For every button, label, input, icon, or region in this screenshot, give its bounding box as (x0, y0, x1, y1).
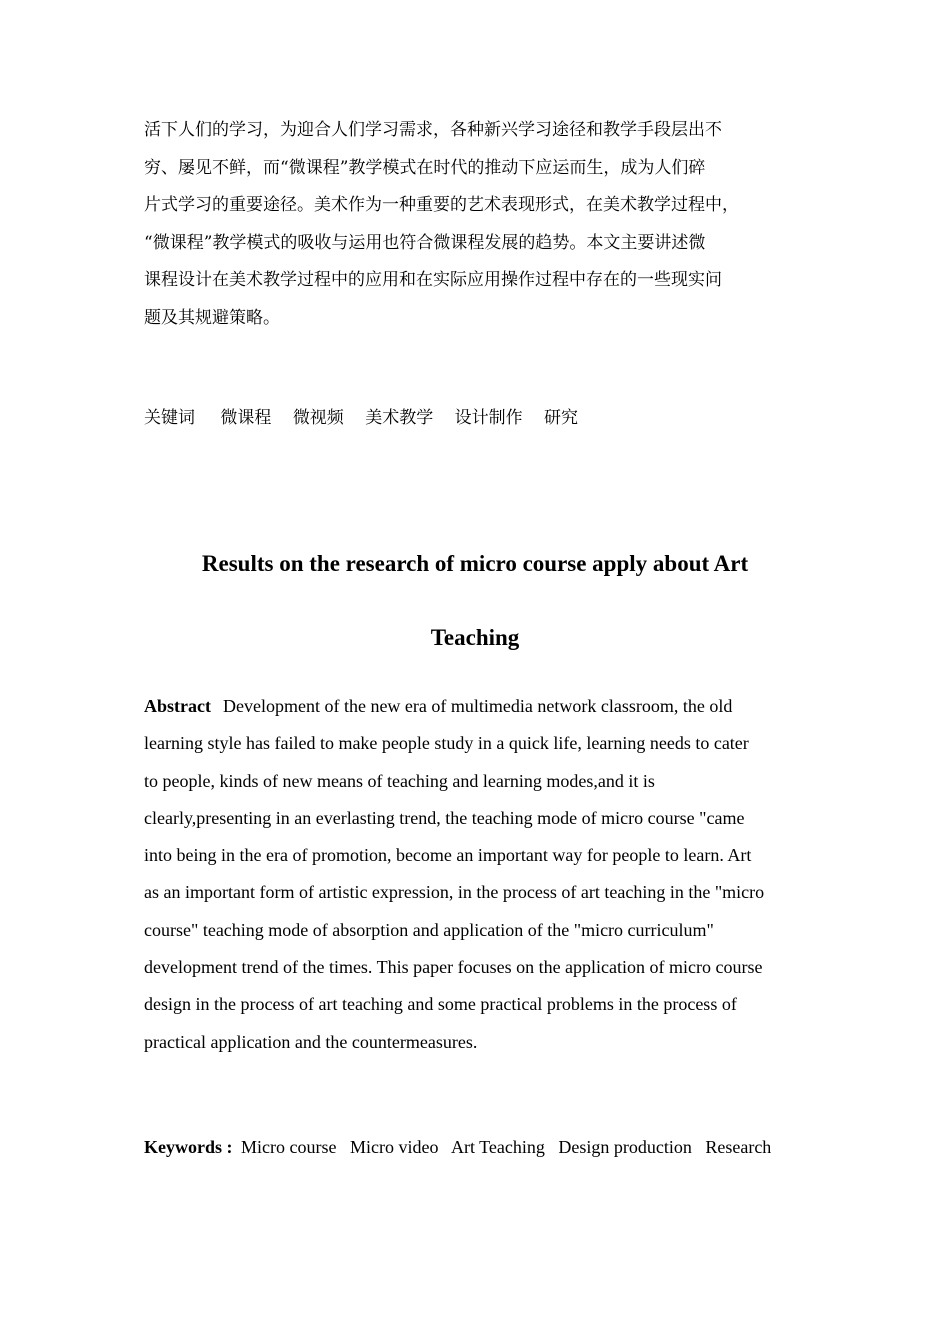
chinese-abstract-line: 题及其规避策略。 (144, 307, 280, 328)
chinese-keyword: 设计制作 (454, 408, 523, 428)
english-keywords (144, 1132, 780, 1162)
chinese-keywords (144, 402, 594, 434)
chinese-abstract-line: “微课程”教学模式的吸收与运用也符合微课程发展的趋势。本文主要讲述微 (144, 232, 706, 253)
english-abstract-line: learning style has failed to make people study in a quick life, learning needs to cater (144, 733, 749, 754)
english-title-line-1: Results on the research of micro course apply about Art (201, 551, 749, 576)
chinese-abstract-line: 穷、屡见不鲜，而“微课程”教学模式在时代的推动下应运而生，成为人们碎 (144, 157, 706, 178)
english-abstract-line: to people, kinds of new means of teaching and learning modes,and it is (144, 770, 655, 791)
english-abstract-line: clearly,presenting in an everlasting trend, the teaching mode of micro course "came (144, 807, 745, 828)
english-keyword: Art Teaching (450, 1137, 545, 1157)
chinese-keyword: 微视频 (292, 408, 344, 428)
chinese-keywords-label: 关键词 (144, 408, 195, 428)
english-keyword: Micro video (349, 1137, 439, 1157)
english-keyword: Design production (558, 1137, 692, 1157)
english-abstract-line: practical application and the countermeasures. (144, 1031, 478, 1052)
english-abstract-line: course" teaching mode of absorption and application of the "micro curriculum" (144, 919, 714, 940)
english-abstract-paragraph (144, 688, 814, 1061)
english-abstract-line (144, 688, 814, 725)
chinese-keyword: 研究 (544, 408, 579, 428)
english-keyword: Research (705, 1137, 772, 1157)
chinese-keyword: 美术教学 (365, 408, 434, 428)
english-keywords-label: Keywords : (144, 1137, 233, 1157)
english-title-line-2: Teaching (430, 625, 520, 650)
english-abstract-text: Development of the new era of multimedia network classroom, the old (222, 696, 733, 716)
chinese-abstract-line: 片式学习的重要途径。美术作为一种重要的艺术表现形式，在美术教学过程中， (144, 195, 739, 215)
chinese-keyword: 微课程 (220, 408, 272, 428)
english-abstract-label: Abstract (144, 696, 211, 716)
english-abstract-line: as an important form of artistic expression, in the process of art teaching in the "micro (144, 882, 765, 903)
english-abstract-line: design in the process of art teaching and some practical problems in the process of (144, 994, 737, 1015)
chinese-abstract-line: 课程设计在美术教学过程中的应用和在实际应用操作过程中存在的一些现实问 (144, 270, 722, 290)
english-abstract-line: development trend of the times. This paper focuses on the application of micro course (144, 957, 763, 978)
chinese-abstract-paragraph (144, 112, 809, 337)
chinese-abstract-line: 活下人们的学习，为迎合人们学习需求，各种新兴学习途径和教学手段层出不 (144, 120, 722, 140)
english-keyword: Micro course (241, 1137, 337, 1157)
english-abstract-line: into being in the era of promotion, become an important way for people to learn. Art (144, 845, 752, 866)
